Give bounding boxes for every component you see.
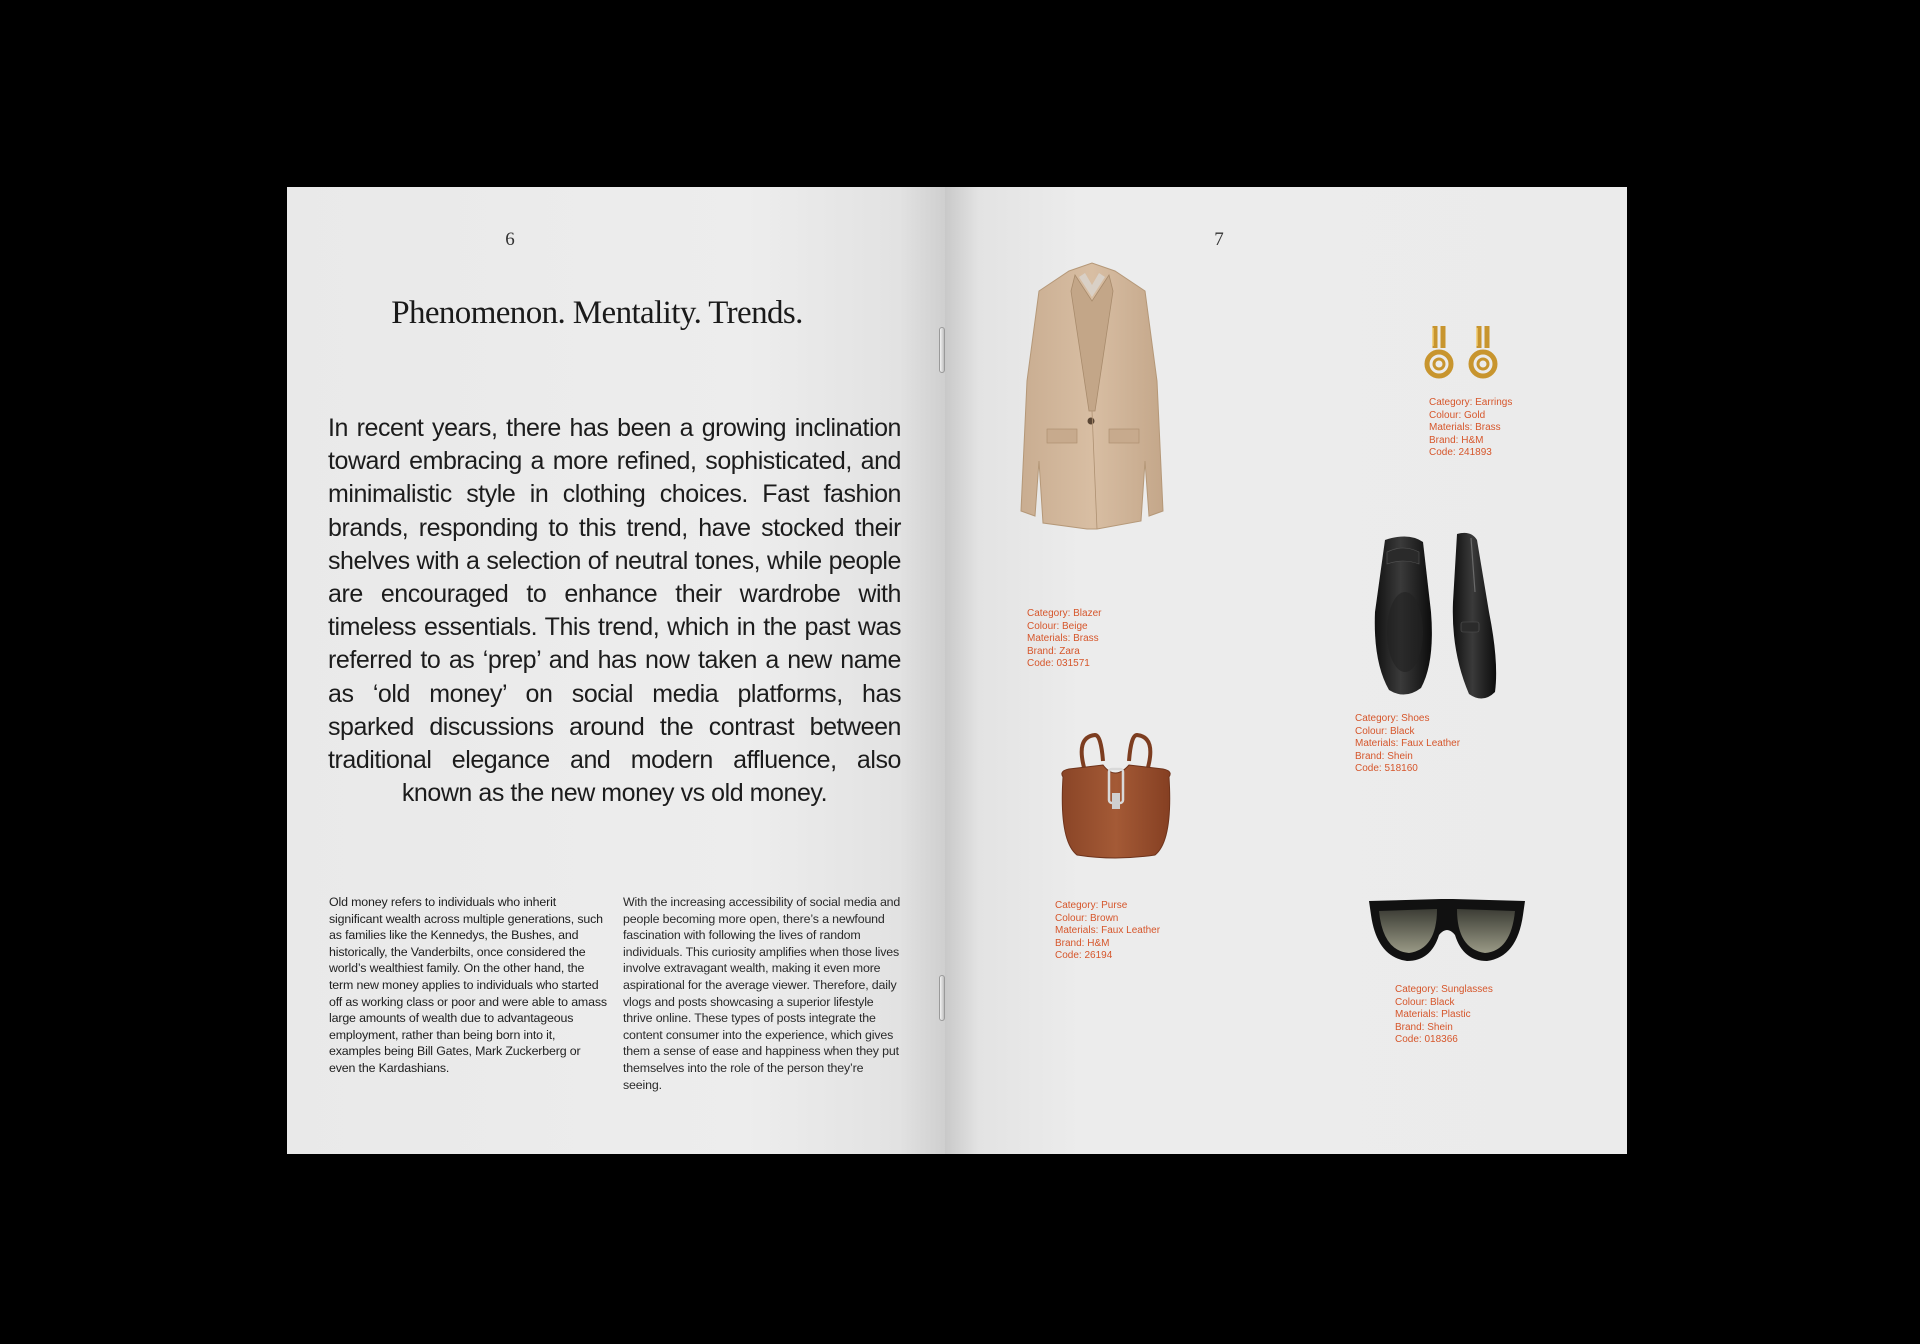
body-column-1: Old money refers to individuals who inherit significant wealth across multiple generations, such as families like the Kennedys, the Bushes, and historically, the Vanderbilts, once considered the world’s wealthiest family. On the other hand, the term new money applies to individuals who started off as working class or poor and were able to amass large amounts of wealth due to advantageous employment, rather than being born into it, examples being Bill Gates, Mark Zuckerberg or even the Kardashians. xyxy=(329,895,607,1075)
product-blazer xyxy=(1017,261,1167,541)
magazine-spread xyxy=(287,187,1627,1154)
label-shoes: Category: Shoes Colour: Black Materials: Faux Leather Brand: Shein Code: 518160 xyxy=(1355,713,1461,775)
label-earrings: Category: Earrings Colour: Gold Materials: Brass Brand: H&M Code: 241893 xyxy=(1429,397,1513,459)
label-sunglasses: Category: Sunglasses Colour: Black Materials: Plastic Brand: Shein Code: 018366 xyxy=(1395,984,1493,1046)
product-shoes xyxy=(1365,532,1505,704)
label-purse: Category: Purse Colour: Brown Materials: Faux Leather Brand: H&M Code: 26194 xyxy=(1055,900,1161,962)
loafers-icon xyxy=(1365,532,1505,704)
purse-icon xyxy=(1055,731,1177,861)
product-purse xyxy=(1055,731,1177,861)
product-sunglasses xyxy=(1367,897,1527,965)
staple-top xyxy=(939,327,945,373)
earrings-icon xyxy=(1421,322,1503,382)
page-number-right: 7 xyxy=(1214,229,1224,250)
product-earrings xyxy=(1421,322,1503,382)
body-column-2: With the increasing accessibility of social media and people becoming more open, there’s a newfound fascination with following the lives of random individuals. This curiosity amplifies when those lives involve extravagant wealth, making it even more aspirational for the average viewer. Therefore, daily vlogs and posts showcasing a superior lifestyle thrive online. These types of posts integrate the content consumer into the experience, which gives them a sense of ease and happiness when they put themselves into the role of the person they’re seeing. xyxy=(623,895,901,1092)
blazer-icon xyxy=(1017,261,1167,541)
label-blazer: Category: Blazer Colour: Beige Materials: Brass Brand: Zara Code: 031571 xyxy=(1027,608,1102,670)
staple-bottom xyxy=(939,975,945,1021)
lead-paragraph: In recent years, there has been a growing inclination toward embracing a more refined, sophisticated, and minimalistic style in clothing choices. Fast fashion brands, responding to this trend, have stocked their shelves with a selection of neutral tones, while people are encouraged to enhance their wardrobe with timeless essentials. This trend, which in the past was referred to as ‘prep’ and has now taken a new name as ‘old money’ on social media platforms, has sparked discussions around the contrast between traditional elegance and modern affluence, also known as the new money vs old money. xyxy=(328,414,901,808)
sunglasses-icon xyxy=(1367,897,1527,965)
page-number-left: 6 xyxy=(505,229,515,250)
left-page xyxy=(287,187,945,1154)
right-page xyxy=(945,187,1627,1154)
page-headline: Phenomenon. Mentality. Trends. xyxy=(391,295,803,331)
